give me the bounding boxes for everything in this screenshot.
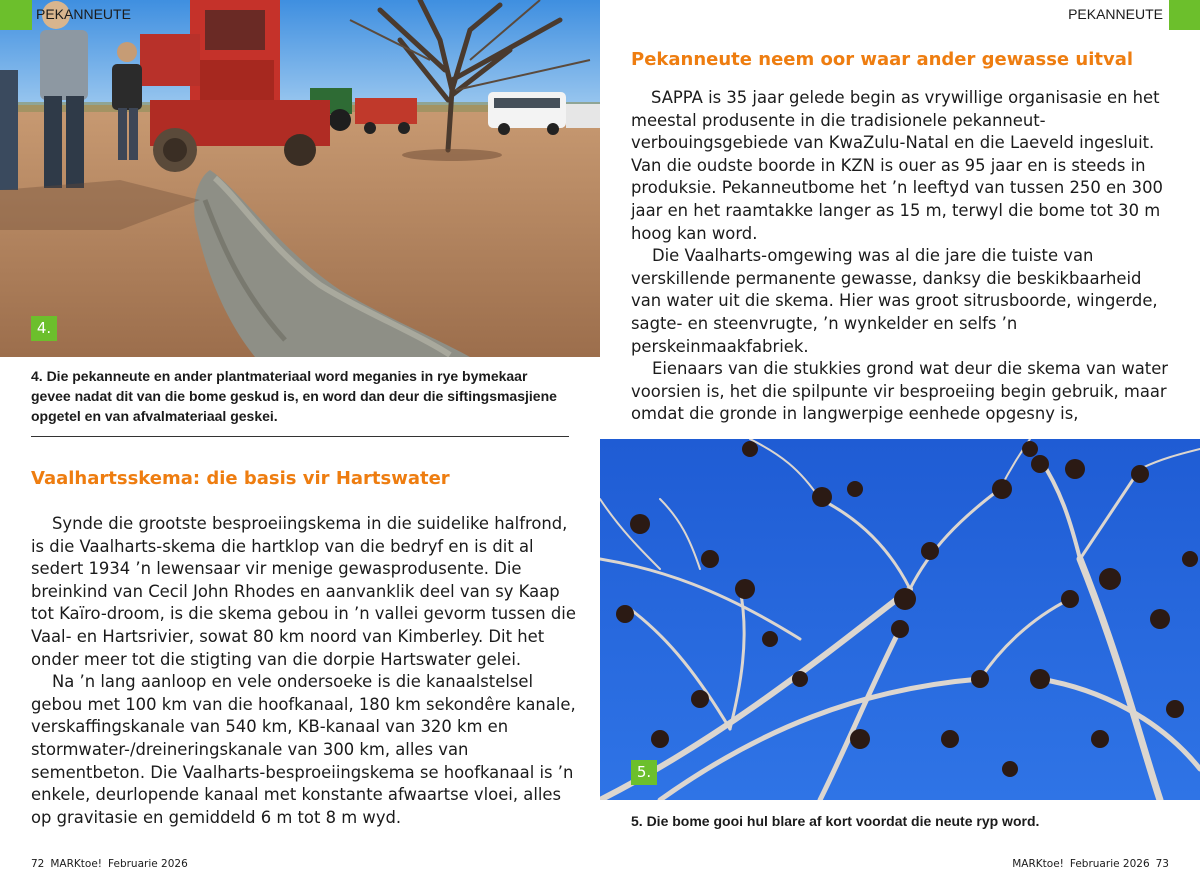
section-tag: PEKANNEUTE [1068, 6, 1163, 22]
article-heading: Vaalhartsskema: die basis vir Hartswater [31, 468, 450, 489]
paragraph: Die Vaalharts-omgewing was al die jare die tuiste van verskillende permanente gewasse, danksy die beskikbaarheid van water uit die skema. Hier was groot sitrusboorde, wingerde, sagte- en steenvrugte, ’n wynkelder en selfs ’n perskeinmaakfabriek. [631, 246, 1158, 356]
page-number: 72 [31, 858, 45, 870]
photo-number-badge: 4. [31, 316, 57, 341]
issue-date: Februarie 2026 [1069, 858, 1150, 870]
harvest-field-illustration [0, 0, 600, 357]
photo-number-badge: 5. [631, 760, 657, 785]
article-body [31, 513, 581, 829]
page-footer [31, 858, 188, 870]
section-tag: PEKANNEUTE [36, 6, 131, 22]
photo-pecan-harvest [0, 0, 600, 357]
caption-divider [31, 436, 569, 437]
photo-caption: 4. Die pekanneute en ander plantmateriaal word meganies in rye bymekaar gevee nadat dit van die bome geskud is, en word dan deur die siftingsmasjiene opgetel en van afvalmateriaal geskei. [31, 368, 557, 424]
section-tag-marker [0, 0, 32, 30]
article-body [631, 87, 1171, 426]
paragraph: Eienaars van die stukkies grond wat deur die skema van water voorsien is, het die spilpunte vir besproeiing begin gebruik, maar omdat die gronde in langwerpige eenhede opgesny is, [631, 359, 1169, 424]
article-heading: Pekanneute neem oor waar ander gewasse uitval [631, 49, 1134, 70]
pecan-branches-illustration [600, 439, 1200, 800]
photo-pecan-tree-branches [600, 439, 1200, 800]
paragraph: Synde die grootste besproeiingskema in die suidelike halfrond, is die Vaalharts-skema die hartklop van die bedryf en is dit al sedert 1934 ’n lewensaar vir menige gewasprodusente. Die breinkind van Cecil John Rhodes en aanvanklik deel van sy Kaap tot Kaïro-droom, is die skema gebou in ’n vallei gevorm tussen die Vaal- en Hartsrivier, sowat 80 km noord van Kimberley. Dit het onder meer tot die stigting van die dorpie Hartswater gelei. [31, 514, 576, 669]
paragraph: Na ’n lang aanloop en vele ondersoeke is die kanaalstelsel gebou met 100 km van die hoofkanaal, 180 km sekondêre kanale, verskaffingskanale van 540 km, KB-kanaal van 320 km en stormwater-/dreineringskanale van 300 km, alles van sementbeton. Die Vaalharts-besproeiingskema se hoofkanaal is ’n enkele, deurlopende kanaal met konstante afwaartse vloei, alles op gravitasie en gemiddeld 6 m tot 8 m wyd. [31, 672, 576, 827]
page-number: 73 [1155, 858, 1169, 870]
section-tag-marker [1169, 0, 1200, 30]
photo-caption: 5. Die bome gooi hul blare af kort voordat die neute ryp word. [631, 813, 1040, 829]
issue-date: Februarie 2026 [108, 858, 188, 870]
paragraph: SAPPA is 35 jaar gelede begin as vrywillige organisasie en het meestal produsente in die tradisionele pekanneut-verbouingsgebiede van KwaZulu-Natal en die Laeveld ingesluit. Van die oudste boorde in KZN is ouer as 95 jaar en is steeds in produksie. Pekanneutbome het ’n leeftyd van tussen 250 en 300 jaar en het raamtakke langer as 15 m, terwyl die bome tot 30 m hoog kan word. [631, 88, 1163, 243]
publication-name: MARKtoe! [1012, 858, 1064, 870]
page-footer [1012, 858, 1169, 870]
right-page [600, 0, 1200, 879]
publication-name: MARKtoe! [50, 858, 103, 870]
